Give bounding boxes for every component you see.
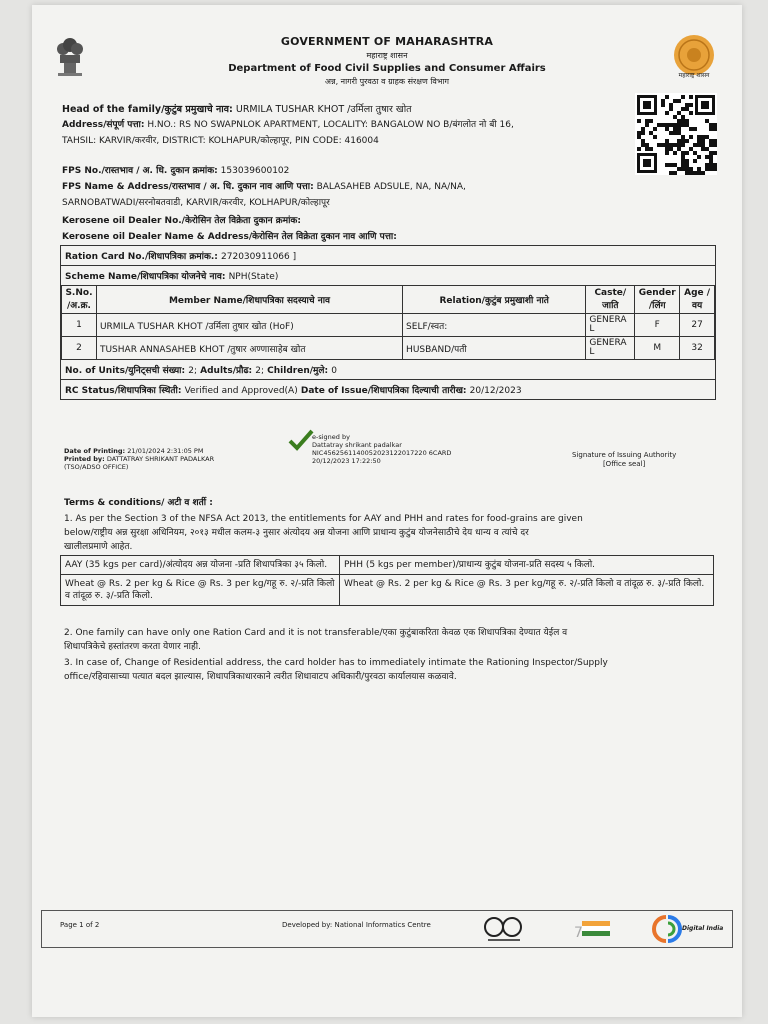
terms-p1: 1. As per the Section 3 of the NFSA Act 2013, the entitlements for AAY and PHH and rates for food-grains are given [64, 514, 583, 524]
esign-line-4: 20/12/2023 17:22:50 [312, 457, 381, 465]
fps-name-value: BALASAHEB ADSULE, NA, NA/NA, [316, 182, 466, 192]
address-line-2: TAHSIL: KARVIR/करवीर, DISTRICT: KOLHAPUR/कोल्हापूर, PIN CODE: 416004 [62, 136, 379, 146]
member-sno: 2 [62, 337, 97, 360]
swachh-bharat-icon [482, 915, 526, 947]
developed-by: Developed by: National Informatics Centre [282, 921, 431, 929]
print-office: (TSO/ADSO OFFICE) [64, 463, 129, 471]
ration-card-document [32, 5, 742, 1017]
fps-name-line-2: SARNOBATWADI/सरनोबतवाडी, KARVIR/करवीर, KOLHAPUR/कोल्हापूर [62, 198, 330, 208]
fps-name-label: FPS Name & Address/रास्तभाव / अ. धि. दुकान नाव आणि पत्ता: [62, 182, 314, 192]
printed-by-value: DATTATRAY SHRIKANT PADALKAR [106, 455, 215, 463]
head-of-family-line [62, 103, 412, 116]
address-line [62, 119, 514, 132]
scheme-value: NPH(State) [228, 272, 279, 282]
phh-entitlement: PHH (5 kgs per member)/प्राधान्य कुटुंब योजना-प्रति सदस्य ५ किलो. [340, 556, 714, 575]
terms-p3: 3. In case of, Change of Residential address, the card holder has to immediately intimate the Rationing Inspector/Supply [64, 658, 608, 668]
printed-by-label: Printed by: [64, 455, 105, 463]
svg-text:7: 7 [574, 925, 583, 941]
status-value: Verified and Approved(A) [184, 386, 298, 396]
ration-card-number-value: 272030911066 ] [221, 252, 297, 262]
children-value: 0 [331, 366, 337, 376]
units-row [61, 359, 715, 380]
qr-code-icon [635, 93, 717, 175]
address-label: Address/संपूर्ण पत्ता: [62, 120, 145, 130]
authority-line-2: [Office seal] [602, 460, 646, 468]
kerosene-dealer-name-label: Kerosene oil Dealer Name & Address/केरोसिन तेल विक्रेता दुकान नाव आणि पत्ता: [62, 232, 397, 242]
units-label: No. of Units/युनिट्सची संख्या: [65, 366, 186, 376]
head-of-family-value: URMILA TUSHAR KHOT /उर्मिला तुषार खोत [235, 104, 412, 115]
adults-label: Adults/प्रौढ: [200, 366, 253, 376]
fps-name-line [62, 181, 466, 194]
table-row [61, 575, 714, 606]
government-title: GOVERNMENT OF MAHARASHTRA [280, 35, 494, 48]
adults-value: 2; [255, 366, 265, 376]
terms-heading: Terms & conditions/ अटी व शर्ती : [64, 498, 213, 508]
terms-p1-line-3: खालीलप्रमाणे आहेत. [64, 542, 133, 552]
azadi-ka-amrit-mahotsav-icon [572, 917, 616, 947]
authority-line-1: Signature of Issuing Authority [572, 451, 677, 459]
department-title-mr: अन्न, नागरी पुरवठा व ग्राहक संरक्षण विभाग [324, 77, 450, 86]
status-row [61, 380, 715, 399]
col-sno: S.No. /अ.क्र. [62, 286, 97, 314]
kerosene-dealer-no-label: Kerosene oil Dealer No./केरोसिन तेल विक्रेता दुकान क्रमांक: [62, 216, 301, 226]
member-relation: SELF/स्वत: [403, 314, 586, 337]
ration-card-number-label: Ration Card No./शिधापत्रिका क्रमांक.: [65, 252, 218, 262]
member-name: TUSHAR ANNASAHEB KHOT /तुषार अण्णासाहेब खोत [96, 337, 402, 360]
print-date-label: Date of Printing: [64, 447, 126, 455]
aay-entitlement: AAY (35 kgs per card)/अंत्योदय अन्न योजना -प्रति शिधापत्रिका ३५ किलो. [61, 556, 340, 575]
terms-p2: 2. One family can have only one Ration Card and it is not transferable/एका कुटुंबाकरिता केवळ एक शिधापत्रिका देण्यात येईल व [64, 628, 568, 638]
esign-checkmark-icon [288, 429, 314, 455]
table-row [61, 556, 714, 575]
issue-date-label: Date of Issue/शिधापत्रिका दिल्याची तारीख: [300, 386, 467, 396]
member-age: 32 [680, 337, 715, 360]
col-relation: Relation/कुटुंब प्रमुखाशी नाते [403, 286, 586, 314]
address-value: H.NO.: RS NO SWAPNLOK APARTMENT, LOCALITY: BANGALOW NO B/बंगलोत नो बी 16, [147, 120, 514, 130]
esign-line-1: e-signed by [312, 433, 350, 441]
ration-card-number-row [61, 246, 715, 266]
col-caste: Caste/ जाति [586, 286, 635, 314]
table-row [62, 314, 715, 337]
issue-date-value: 20/12/2023 [469, 386, 522, 396]
member-caste: GENERA L [586, 314, 635, 337]
print-date-value: 21/01/2024 2:31:05 PM [127, 447, 204, 455]
members-table [61, 285, 715, 360]
col-gender: Gender /लिंग [635, 286, 680, 314]
entitlement-table [60, 555, 714, 606]
units-value: 2; [188, 366, 197, 376]
kerosene-dealer-no [62, 215, 301, 228]
phh-rate: Wheat @ Rs. 2 per kg & Rice @ Rs. 3 per kg/गहू रु. २/-प्रति किलो व तांदूळ रु. ३/-प्रति किलो. [340, 575, 714, 606]
members-header-row [62, 286, 715, 314]
fps-number-label: FPS No./रास्तभाव / अ. धि. दुकान क्रमांक: [62, 166, 218, 176]
government-title-mr: महाराष्ट्र शासन [366, 51, 408, 60]
member-relation: HUSBAND/पती [403, 337, 586, 360]
department-title: Department of Food Civil Supplies and Consumer Affairs [228, 63, 546, 74]
scheme-row [61, 266, 715, 286]
terms-p2-line-2: शिधापत्रिकेचे हस्तांतरण करता येणार नाही. [64, 642, 201, 652]
issuing-authority [572, 451, 676, 469]
terms-p1-line-2: below/राष्ट्रीय अन्न सुरक्षा अधिनियम, २०१३ मधील कलम-३ नुसार अंत्योदय अन्न योजना आणि प्राधान्य कुटुंब योजनेसाठीचे देय धान्य व त्यांचे दर [64, 528, 529, 538]
col-age: Age /वय [680, 286, 715, 314]
esign-block [312, 433, 451, 465]
member-gender: F [635, 314, 680, 337]
seal-caption: महाराष्ट्र शासन [678, 72, 710, 79]
head-of-family-label: Head of the family/कुटुंब प्रमुखाचे नाव: [62, 104, 233, 115]
digital-india-icon [652, 915, 682, 947]
member-gender: M [635, 337, 680, 360]
status-label: RC Status/शिधापत्रिका स्थिती: [65, 386, 182, 396]
member-sno: 1 [62, 314, 97, 337]
kerosene-dealer-name [62, 231, 397, 244]
fps-number-line [62, 165, 289, 178]
page-number: Page 1 of 2 [60, 921, 100, 929]
table-row [62, 337, 715, 360]
print-info [64, 447, 214, 471]
ration-card-box [60, 245, 716, 400]
children-label: Children/मुले: [267, 366, 329, 376]
terms-p3-line-2: office/रहिवासाच्या पत्यात बदल झाल्यास, शिधापत्रिकाधारकाने त्वरीत शिधावाटप अधिकारी/पुरवठा कार्यालयास कळवावे. [64, 672, 457, 682]
aay-rate: Wheat @ Rs. 2 per kg & Rice @ Rs. 3 per kg/गहू रु. २/-प्रति किलो व तांदूळ रु. ३/-प्रति किलो. [61, 575, 340, 606]
member-age: 27 [680, 314, 715, 337]
scheme-label: Scheme Name/शिधापत्रिका योजनेचे नाव: [65, 272, 226, 282]
col-member: Member Name/शिधापत्रिका सदस्याचे नाव [96, 286, 402, 314]
member-name: URMILA TUSHAR KHOT /उर्मिला तुषार खोत (HoF) [96, 314, 402, 337]
footer [41, 910, 733, 948]
title-block [32, 35, 742, 87]
digital-india-label: Digital India [682, 925, 724, 932]
esign-line-3: NIC4562561140052023122017220 6CARD [312, 449, 452, 457]
esign-line-2: Dattatray shrikant padalkar [312, 441, 402, 449]
member-caste: GENERA L [586, 337, 635, 360]
fps-number-value: 153039600102 [220, 166, 290, 176]
